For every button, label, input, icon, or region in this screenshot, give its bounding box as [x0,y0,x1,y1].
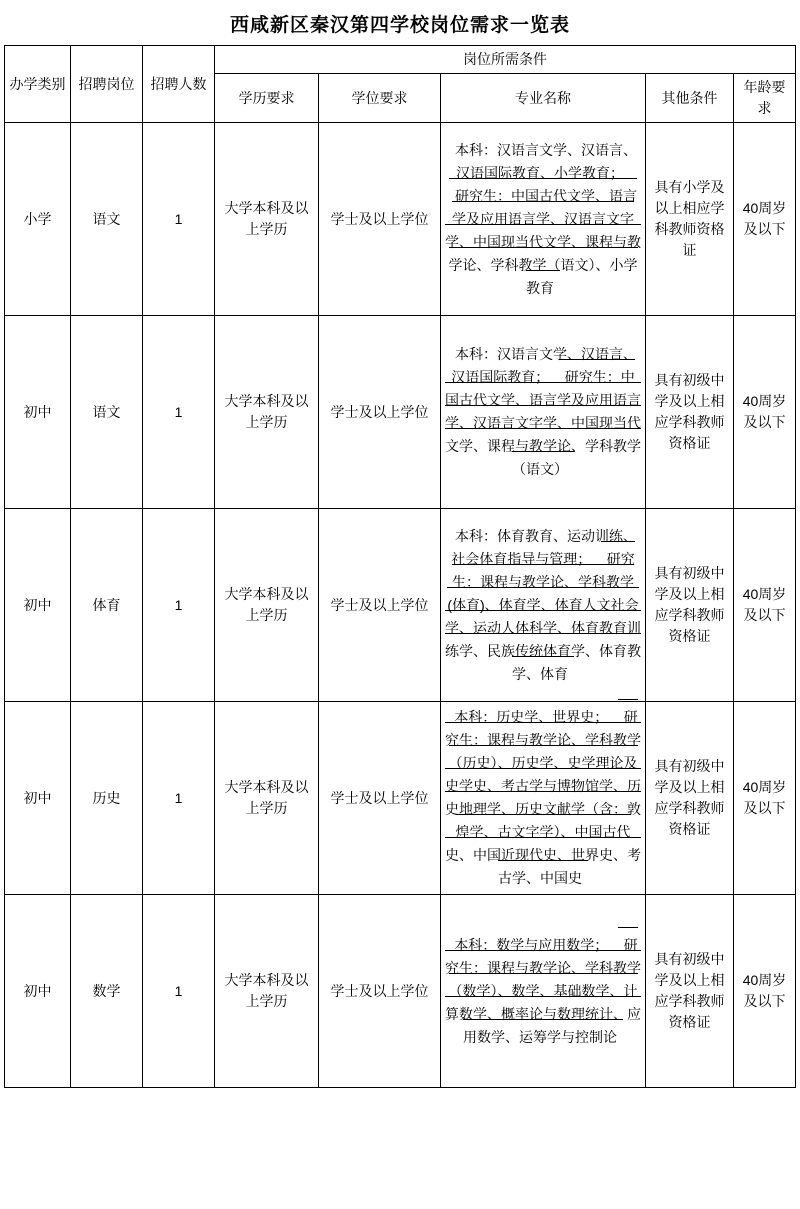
major-graduate: 研究生：课程与教学论、学科教学(体育)、体育学、体育人文社会学、运动人体科学、体育教育训练学、民族传统体育学、体育教学、体育 [445,541,641,691]
cell-other-conditions: 具有初级中学及以上相应学科教师资格证 [646,895,734,1088]
header-education: 学历要求 [215,74,319,123]
major-undergrad: 本科：汉语言文学、汉语言、汉语国际教育、小学教育； [455,141,637,181]
header-major: 专业名称 [441,74,646,123]
job-requirements-table [4,45,796,1088]
cell-school-type: 初中 [5,316,71,509]
cell-age: 40周岁及以下 [734,316,796,509]
cell-other-conditions: 具有初级中学及以上相应学科教师资格证 [646,316,734,509]
table-row [5,702,796,895]
cell-school-type: 初中 [5,895,71,1088]
cell-position: 历史 [71,702,143,895]
cell-headcount: 1 [143,123,215,316]
cell-headcount: 1 [143,702,215,895]
table-row [5,509,796,702]
cell-major [441,316,646,509]
cell-degree: 学士及以上学位 [319,316,441,509]
major-undergrad: 本科：历史学、世界史； [454,709,609,725]
cell-position: 语文 [71,123,143,316]
cell-major [441,895,646,1088]
major-graduate: 研究生：中国古代文学、语言学及应用语言学、汉语言文字学、中国现当代文学、课程与教学论、学科教学（语文） [445,359,641,486]
major-undergrad: 本科：体育教育、运动训练、社会体育指导与管理； [451,527,637,567]
header-degree: 学位要求 [319,74,441,123]
cell-education: 大学本科及以上学历 [215,509,319,702]
cell-education: 大学本科及以上学历 [215,895,319,1088]
cell-age: 40周岁及以下 [734,509,796,702]
major-graduate: 研究生：中国古代文学、语言学及应用语言学、汉语言文字学、中国现当代文学、课程与教学论、学科教学（语文）、小学教育 [445,178,641,305]
cell-other-conditions: 具有小学及以上相应学科教师资格证 [646,123,734,316]
table-row [5,895,796,1088]
cell-school-type: 小学 [5,123,71,316]
page-title: 西咸新区秦汉第四学校岗位需求一览表 [229,15,570,36]
cell-age: 40周岁及以下 [734,123,796,316]
major-graduate: 研究生：课程与教学论、学科教学（历史）、历史学、史学理论及史学史、考古学与博物馆学、历史地理学、历史文献学（含：敦煌学、古文字学）、中国古代史、中国近现代史、世界史、考古学、中国史 [445,699,641,895]
cell-degree: 学士及以上学位 [319,895,441,1088]
cell-degree: 学士及以上学位 [319,123,441,316]
cell-education: 大学本科及以上学历 [215,123,319,316]
cell-headcount: 1 [143,316,215,509]
major-undergrad: 本科：数学与应用数学； [454,936,609,953]
major-graduate: 研究生：课程与教学论、学科教学（数学）、数学、基础数学、计算数学、概率论与数理统计、应用数学、运筹学与控制论 [445,927,641,1054]
cell-position: 体育 [71,509,143,702]
header-other: 其他条件 [646,74,734,123]
cell-degree: 学士及以上学位 [319,702,441,895]
cell-major [441,123,646,316]
cell-headcount: 1 [143,509,215,702]
cell-headcount: 1 [143,895,215,1088]
header-headcount: 招聘人数 [143,46,215,123]
cell-other-conditions: 具有初级中学及以上相应学科教师资格证 [646,702,734,895]
cell-major [441,509,646,702]
cell-major [441,702,646,895]
cell-education: 大学本科及以上学历 [215,702,319,895]
cell-age: 40周岁及以下 [734,895,796,1088]
header-school-type: 办学类别 [5,46,71,123]
major-undergrad: 本科：汉语言文学、汉语言、汉语国际教育； [451,346,637,385]
cell-position: 数学 [71,895,143,1088]
table-row [5,123,796,316]
header-group-conditions: 岗位所需条件 [215,46,796,74]
table-header-row-1 [5,46,796,74]
cell-other-conditions: 具有初级中学及以上相应学科教师资格证 [646,509,734,702]
cell-degree: 学士及以上学位 [319,509,441,702]
cell-education: 大学本科及以上学历 [215,316,319,509]
cell-position: 语文 [71,316,143,509]
cell-school-type: 初中 [5,702,71,895]
table-row [5,316,796,509]
cell-age: 40周岁及以下 [734,702,796,895]
header-age: 年龄要求 [734,74,796,123]
cell-school-type: 初中 [5,509,71,702]
header-position: 招聘岗位 [71,46,143,123]
